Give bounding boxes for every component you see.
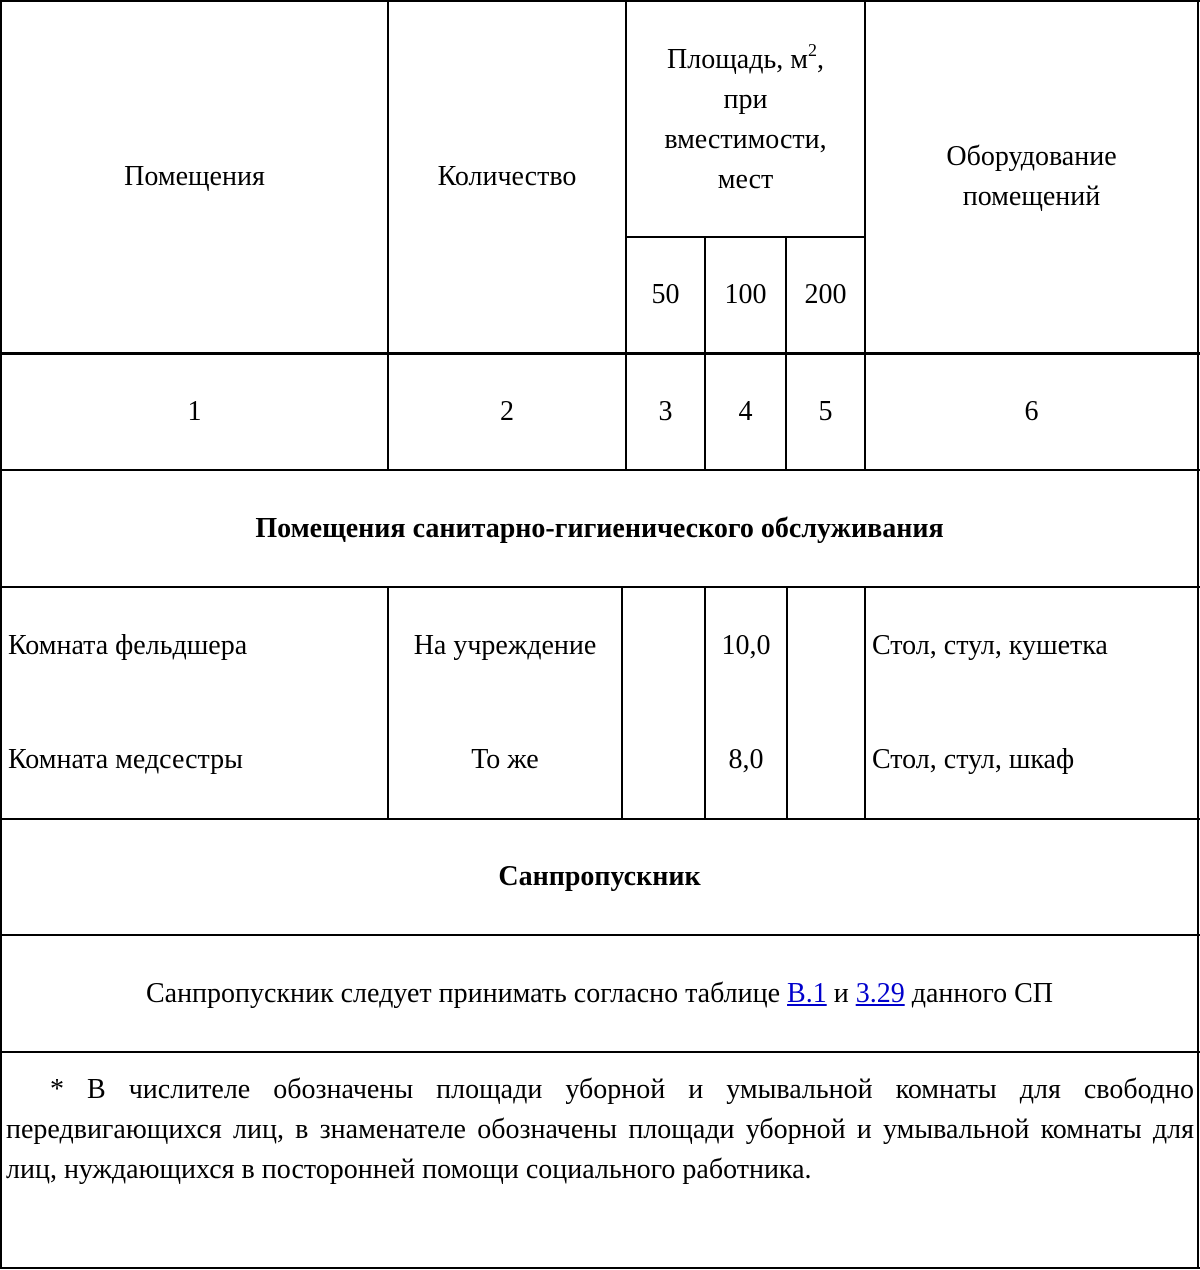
table-border-right	[1197, 0, 1199, 1269]
row2-room-label: Комната медсестры	[8, 744, 243, 775]
header-cap-100-label: 100	[724, 279, 767, 310]
header-area-sup: 2	[807, 39, 817, 60]
header-area	[627, 40, 864, 200]
header-quantity	[389, 2, 625, 352]
header-equipment-line2: помещений	[962, 181, 1101, 212]
col-number-6-label: 6	[1024, 396, 1039, 427]
row2-quantity-label: То же	[471, 744, 539, 775]
header-area-prefix: Площадь, м	[667, 44, 808, 75]
section-title-sanitary-label: Помещения санитарно-гигиенического обслуживания	[255, 512, 944, 544]
row2-area-100-label: 8,0	[728, 744, 764, 775]
table-b1-link[interactable]: В.1	[787, 977, 827, 1009]
sanpropusk-text-before: Санпропускник следует принимать согласно таблице	[145, 977, 788, 1009]
col-number-6	[866, 355, 1197, 469]
col-number-4-label: 4	[738, 396, 753, 427]
sanpropusk-note	[2, 936, 1197, 1051]
col-number-1-label: 1	[187, 396, 202, 427]
header-area-comma: ,	[816, 44, 824, 75]
col-number-5	[787, 355, 864, 469]
header-rooms-label: Помещения	[124, 161, 265, 192]
row1-equipment	[866, 588, 1197, 704]
header-equipment	[866, 2, 1197, 352]
col-number-3	[627, 355, 704, 469]
row2-equipment	[866, 702, 1197, 818]
row2-area-100	[706, 702, 786, 818]
row1-area-100-label: 10,0	[721, 630, 771, 661]
header-rooms	[2, 2, 387, 352]
row-col-divider-4	[786, 587, 788, 819]
header-area-line1	[667, 40, 824, 80]
col-number-2-label: 2	[500, 396, 514, 427]
header-area-line3: вместимости,	[664, 124, 827, 155]
section-title-sanitary	[2, 471, 1197, 586]
header-equipment-line1: Оборудование	[946, 141, 1117, 172]
col-number-1	[2, 355, 387, 469]
row1-area-100	[706, 588, 786, 704]
col-number-2	[389, 355, 625, 469]
section-title-sanpropusk	[2, 820, 1197, 934]
row1-quantity-label: На учреждение	[413, 630, 597, 661]
row1-room	[2, 588, 387, 704]
col-number-4	[706, 355, 785, 469]
col-number-5-label: 5	[818, 396, 833, 427]
header-cap-200	[787, 238, 864, 352]
sanpropusk-bottom-border	[0, 1051, 1200, 1053]
header-cap-50-label: 50	[651, 279, 680, 310]
header-cap-50	[627, 238, 704, 352]
sanpropusk-sentence	[146, 974, 1053, 1014]
row2-quantity	[389, 702, 621, 818]
col-number-3-label: 3	[658, 396, 673, 427]
row2-room	[2, 702, 387, 818]
row1-quantity	[389, 588, 621, 704]
header-cap-200-label: 200	[804, 279, 847, 310]
header-quantity-label: Количество	[437, 161, 577, 192]
table-border-bottom	[0, 1267, 1200, 1269]
header-area-line4: мест	[717, 164, 774, 195]
header-cap-100	[706, 238, 785, 352]
sanpropusk-text-mid: и	[826, 977, 856, 1009]
footnote: * В числителе обозначены площади уборной и умывальной комнаты для свободно передвигающихся лиц, в знаменателе обозначены площади уборной и умывальной комнаты для лиц, нуждающихся в посторонней помощи социального работника.	[6, 1074, 1194, 1185]
row1-equipment-label: Стол, стул, кушетка	[872, 630, 1108, 661]
row-col-divider-2	[621, 587, 623, 819]
table-3-29-link[interactable]: 3.29	[855, 977, 905, 1009]
row2-equipment-label: Стол, стул, шкаф	[872, 744, 1075, 775]
sanpropusk-text-after: данного СП	[904, 977, 1054, 1009]
row1-room-label: Комната фельдшера	[8, 630, 248, 661]
header-area-line2: при	[723, 84, 768, 115]
section-title-sanpropusk-label: Санпропускник	[498, 861, 701, 892]
